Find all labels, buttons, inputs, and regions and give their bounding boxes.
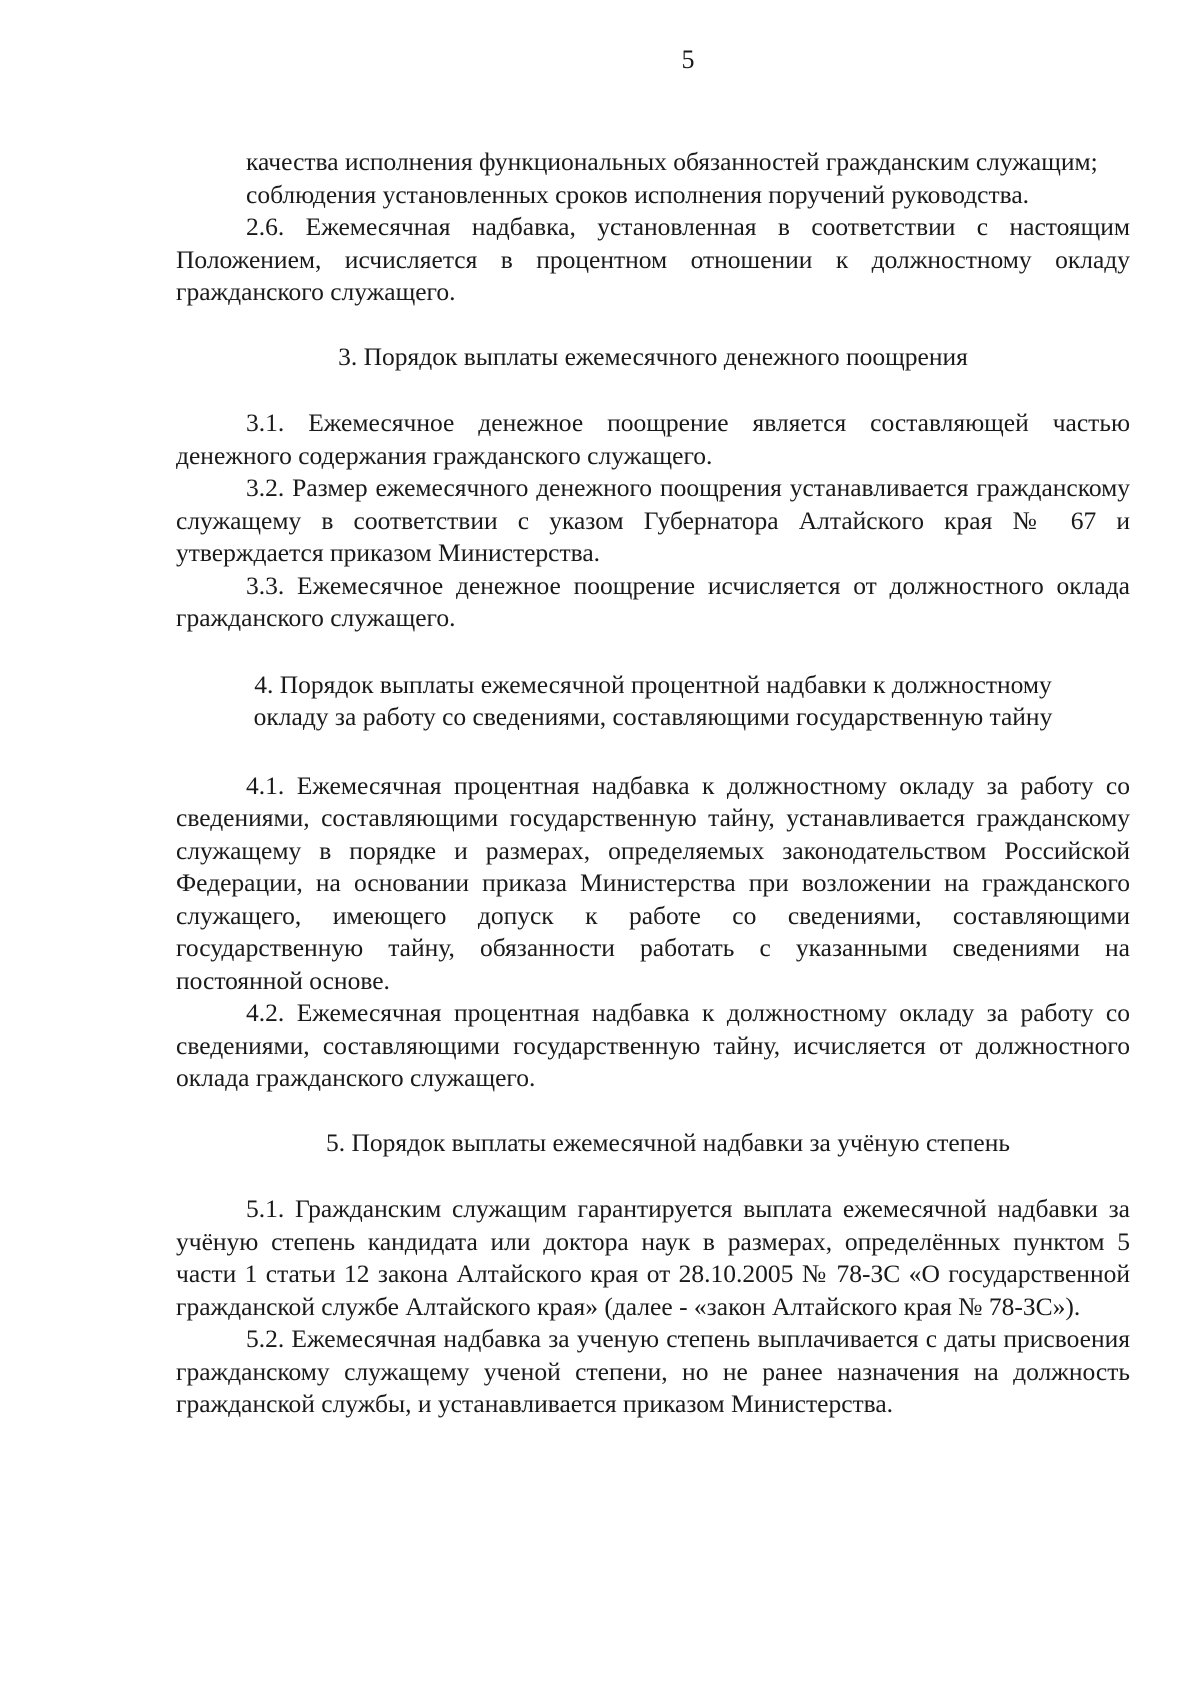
intro-paragraph-2: соблюдения установленных сроков исполнения поручений руководства.	[246, 179, 1030, 209]
page-number: 5	[681, 45, 695, 74]
intro-paragraph-1: качества исполнения функциональных обязанностей гражданским служащим;	[246, 147, 1098, 176]
paragraph-3-2: 3.2. Размер ежемесячного денежного поощрения устанавливается гражданскому служащему в соответствии с указом Губернатора Алтайского края № 67 и утверждается приказом Министерства.	[176, 473, 1130, 567]
section-3-body	[176, 407, 1130, 635]
intro-paragraph-3: 2.6. Ежемесячная надбавка, установленная в соответствии с настоящим Положением, исчисляется в процентном отношении к должностному окладу гражданского служащего.	[176, 212, 1130, 306]
paragraph-5-1: 5.1. Гражданским служащим гарантируется выплата ежемесячной надбавки за учёную степень кандидата или доктора наук в размерах, определённых пунктом 5 части 1 статьи 12 закона Алтайского края от 28.10.2005 № 78-ЗС «О государственной гражданской службе Алтайского края» (далее - «закон Алтайского края № 78-ЗС»).	[176, 1194, 1130, 1321]
intro-block	[176, 146, 1130, 309]
section-3-heading: 3. Порядок выплаты ежемесячного денежного поощрения	[338, 341, 968, 371]
section-4-heading: 4. Порядок выплаты ежемесячной процентной надбавки к должностному окладу за работу со сведениями, составляющими государственную тайну	[253, 669, 1053, 731]
section-5-heading: 5. Порядок выплаты ежемесячной надбавки за учёную степень	[326, 1127, 1010, 1157]
paragraph-3-3: 3.3. Ежемесячное денежное поощрение исчисляется от должностного оклада гражданского служащего.	[176, 570, 1130, 632]
paragraph-5-2: 5.2. Ежемесячная надбавка за ученую степень выплачивается с даты присвоения гражданскому служащему ученой степени, но не ранее назначения на должность гражданской службы, и устанавливается приказом Министерства.	[176, 1324, 1130, 1418]
paragraph-4-1: 4.1. Ежемесячная процентная надбавка к должностному окладу за работу со сведениями, составляющими государственную тайну, устанавливается гражданскому служащему в порядке и размерах, определяемых законодательством Российской Федерации, на основании приказа Министерства при возложении на гражданского служащего, имеющего допуск к работе со сведениями, составляющими государственную тайну, обязанности работать с указанными сведениями на постоянной основе.	[176, 770, 1130, 995]
paragraph-3-1: 3.1. Ежемесячное денежное поощрение является составляющей частью денежного содержания гражданского служащего.	[176, 408, 1130, 470]
section-5-body	[176, 1193, 1130, 1421]
paragraph-4-2: 4.2. Ежемесячная процентная надбавка к должностному окладу за работу со сведениями, составляющими государственную тайну, исчисляется от должностного оклада гражданского служащего.	[176, 998, 1130, 1092]
section-4-body	[176, 770, 1130, 1095]
